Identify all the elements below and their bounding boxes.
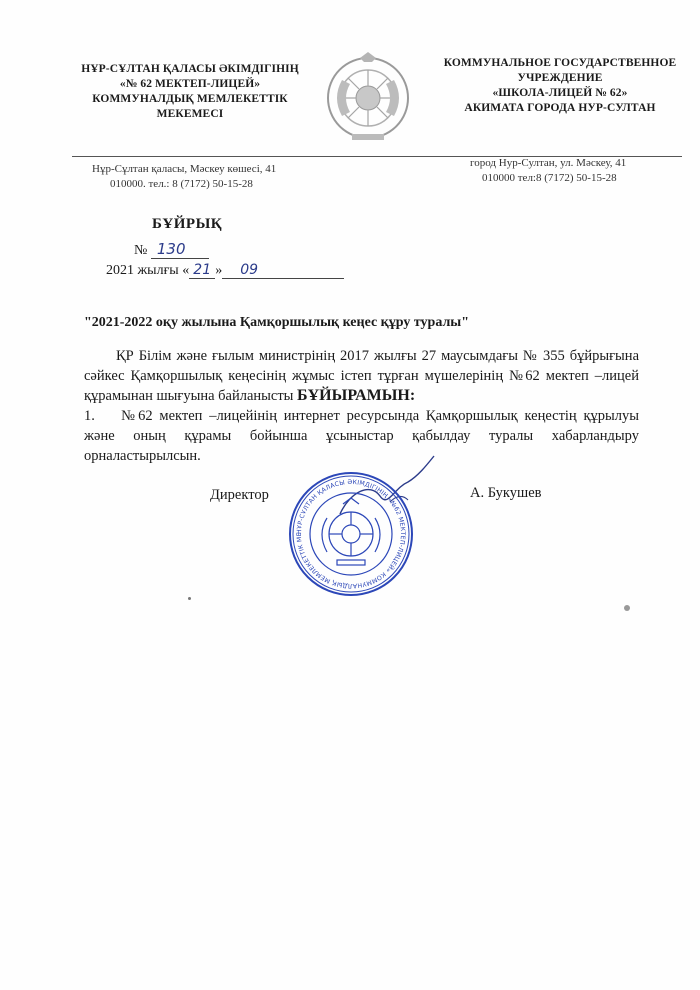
header-right-line: «ШКОЛА-ЛИЦЕЙ № 62» bbox=[492, 87, 628, 99]
scan-speck bbox=[188, 597, 191, 600]
official-stamp bbox=[287, 470, 415, 598]
svg-text:НҰР-СҰЛТАН ҚАЛАСЫ ӘКІМДІГІНІҢ bbox=[287, 470, 406, 589]
state-emblem-icon bbox=[322, 50, 414, 142]
header-left-line: МЕКЕМЕСІ bbox=[156, 108, 224, 120]
address-right-line: 010000 тел:8 (7172) 50-15-28 bbox=[482, 172, 617, 184]
list-item-text: №62 мектеп –лицейінің интернет ресурсында Қамқоршылық кеңестің құрылуы және оның құрамы бойынша ұсыныстар қабылдау туралы хабарландыру орналастырылсын. bbox=[84, 408, 639, 464]
order-number-prefix: № bbox=[134, 243, 148, 258]
header-left bbox=[60, 62, 320, 122]
scan-speck bbox=[624, 605, 630, 611]
address-left bbox=[92, 162, 332, 192]
header-left-line: «№ 62 МЕКТЕП-ЛИЦЕЙ» bbox=[119, 78, 261, 90]
order-number bbox=[134, 240, 209, 259]
header-right-line: УЧРЕЖДЕНИЕ bbox=[517, 72, 603, 84]
paragraph-1-emphasis: БҰЙЫРАМЫН: bbox=[297, 387, 416, 404]
address-right bbox=[470, 156, 690, 186]
address-left-line: Нұр-Сұлтан қаласы, Мәскеу көшесі, 41 bbox=[92, 163, 277, 175]
order-date-month: 09 bbox=[222, 262, 344, 279]
header-left-line: НҰР-СҰЛТАН ҚАЛАСЫ ӘКІМДІГІНІҢ bbox=[81, 63, 299, 75]
address-right-line: город Нур-Султан, ул. Мәскеу, 41 bbox=[470, 157, 627, 169]
header-left-line: КОММУНАЛДЫҚ МЕМЛЕКЕТТІК bbox=[92, 93, 288, 105]
signature-role: Директор bbox=[210, 487, 269, 503]
header-right-line: АКИМАТА ГОРОДА НУР-СУЛТАН bbox=[464, 102, 656, 114]
document-body bbox=[84, 346, 639, 466]
document-title: "2021-2022 оқу жылына Қамқоршылық кеңес құру туралы" bbox=[84, 315, 469, 330]
paragraph-1 bbox=[84, 346, 639, 406]
signature-name: А. Букушев bbox=[470, 485, 542, 501]
order-date-day: 21 bbox=[189, 262, 215, 279]
order-number-handwritten: 130 bbox=[151, 240, 209, 259]
order-date-mid: » bbox=[215, 263, 223, 278]
list-item-number: 1. bbox=[84, 408, 95, 424]
order-date-prefix: 2021 жылғы « bbox=[106, 263, 190, 278]
address-left-line: 010000. тел.: 8 (7172) 50-15-28 bbox=[110, 178, 253, 190]
order-heading: БҰЙРЫҚ bbox=[152, 216, 223, 232]
paragraph-1-text: ҚР Білім және ғылым министрінің 2017 жылғы 27 маусымдағы № 355 бұйрығына сәйкес Қамқоршылық кеңесінің жұмыс істеп тұрған мүшелерінің №62 мектеп –лицей құрамынан шығуына байланысты bbox=[84, 348, 639, 404]
header-right bbox=[425, 56, 695, 116]
stamp-ring-text: НҰР-СҰЛТАН ҚАЛАСЫ ӘКІМДІГІНІҢ «№62 МЕКТЕП-ЛИЦЕЙ» КОММУНАЛДЫҚ МЕМЛЕКЕТТІК МЕ bbox=[295, 478, 407, 590]
order-date bbox=[106, 262, 344, 279]
header-right-line: КОММУНАЛЬНОЕ ГОСУДАРСТВЕННОЕ bbox=[443, 57, 677, 69]
